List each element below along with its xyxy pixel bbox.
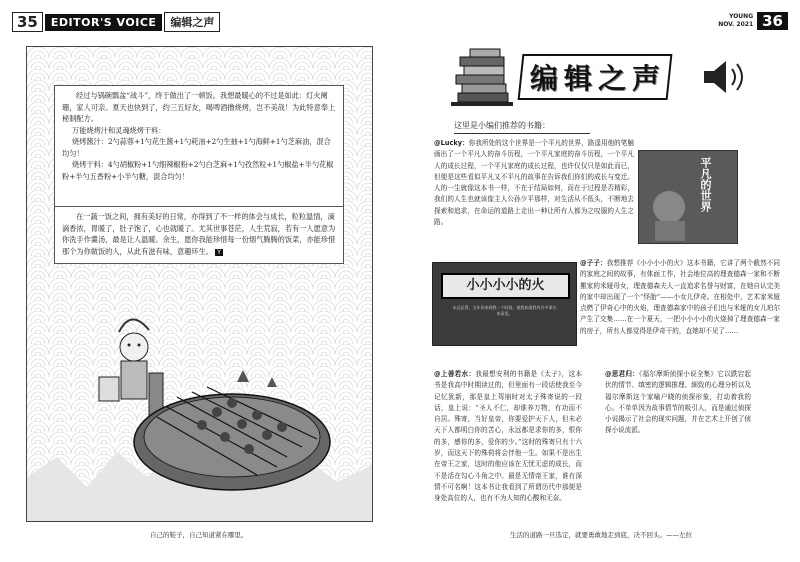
intro-underline <box>454 133 590 134</box>
recipe-intro: 经过与锅碗瓢盆“战斗”，终于做出了一顿饭。我想最暖心的不过是如此：灯火阑珊，家人可亲。夏天也快到了，约三五好友，喝啤酒撸烧烤，岂不美哉！为此特意奉上秘制配方。 <box>62 91 336 123</box>
review-text: 我最想安利的书籍是《太子》，这本书是我高中时期读过的，但里面有一段话使我至今记忆犹新，那是皇上驾崩时对太子殊寄说的一段话，皇上说：“圣人不仁，却谁养万物，有功而不自居。殊寄，当好皇帝，你要爱护天下人，但未必天下人都明白你的苦心，永远都是求你的多，恨你的多，感你的多，爱你的少。”这时的殊寄只有十六岁，而这天下的殊荷将会伴他一生。如果不是出生在帝王之家，这时的他应该在无忧无虑的成长，而不是活在勾心斗角之中。最是无情帝王家，谁有深情不可名啊！这本书让我看到了所谓历代中那便是身处高位的人，也有不为人知的心酸和无奈。 <box>434 370 582 503</box>
recipe-dry-mix: 烧烤干料：4勺胡椒粉+1勺细辣椒粉+2勺白芝麻+1勺孜然粒+1勺椒盐+半勺花椒粉+半勺五香粉+小半勺糖，混合均匀！ <box>62 160 334 181</box>
fire-book-subtitle: 永远记得，当年你来到我一个时间，使我知道我有许多事应来看见。 <box>452 305 557 316</box>
left-footer-quote: 自己的鞋子，自己知道紧在哪里。 <box>150 531 248 539</box>
review-author: @思君归： <box>605 370 639 378</box>
review-lucky <box>434 138 634 228</box>
review-shangshan <box>434 369 582 505</box>
right-footer-quote: 生活的道路一旦选定，就要勇敢地走到底，决不回头。——左拉 <box>510 531 692 539</box>
review-text: 我想推荐《小小小小的火》这本书籍，它讲了两个截然不同的家庭之间的故事，有体面工作，社会地位高的理查德森一家和不断搬家的米娅母女，理查德森夫人一直追求名誉与财富，在她自认完美的家中却出现了一个“怪胎”——小女儿伊奇。在相处中，艺术家米娅点燃了伊奇心中的火焰，理查德森家中的孩子们也与米娅的女儿珀尔产生了交集……在一个夏天，一把小小小小的火烧掉了理查德森一家的房子，所有人都觉得是伊奇干的，直她却不见了…… <box>580 259 781 335</box>
section-title-en: EDITOR'S VOICE <box>45 14 163 31</box>
right-page <box>400 0 800 562</box>
left-header <box>12 12 220 32</box>
book-cover-little-fires <box>432 262 577 346</box>
recipe-box <box>54 85 344 221</box>
review-zizi <box>580 258 780 337</box>
speaker-icon <box>700 58 750 96</box>
page-number-left: 35 <box>12 12 43 32</box>
reflection-box <box>54 206 344 264</box>
recipe-sauce: 烧烤酱汁：2勺蒜蓉+1勺花生酱+1勺耗油+2勺生抽+1勺海鲜+1勺芝麻油，混合均匀！ <box>62 137 331 158</box>
content-frame <box>26 46 373 522</box>
magazine-name: YOUNG <box>729 13 754 20</box>
mascot-figure <box>99 319 163 417</box>
review-author: @上善若水： <box>434 370 476 378</box>
review-text: 你我所处的这个世界是一个平凡的世界，路遥用他的笔触画出了一个平凡人的奋斗历程，一个平凡家庭的奋斗历程，一个平凡人的成长过程，一个平凡家庭的成长过程，也许仅仅只是如此而已，但便是这些看似平凡又不平凡的故事在告诉我们你们的成长与变迁。人的一生就像这本书一样，不在于结局如何，而在于过程是否精彩，我们的人生也就该像主人公孙少平那样，对生活从不低头，不断地去探索和追求，在命运的道路上走出一种让所有人都为之叹服的人生之路。 <box>434 139 634 227</box>
review-text: 《福尔摩斯侦探小说全集》它以跌宕起伏的情节、缜密的逻辑推理、細致的心理分析以及福尔摩斯这个家喻户晓的侦探形象，打动着我的心。不单单因为故事情节的吸引人，而是通过侦探小说揭示了社会的现实问题，并在艺术上开创了侦探小说流派。 <box>605 370 752 435</box>
page-number-right: 36 <box>757 12 788 30</box>
reflection-badge: Y <box>217 248 221 256</box>
reflection-text: 在一蔬一饭之间，拥有美好的日常，亦得到了不一样的体会与成长，粒粒温情，滴滴香浓，胃暖了，肚子饱了，心也就暖了。尤其世事苍茫，人生荒寂，若有一人愿意为你洗手作羹汤，最是让人温暖。余生，愿你我能珍惜每一份烟气腾腾的饭菜，亦能珍惜那个为你做饭的人，从此有滋有味，意趣环生。 <box>62 212 336 256</box>
review-author: @Lucky： <box>434 139 469 147</box>
review-sijungui <box>605 369 751 437</box>
section-title-cn: 编辑之声 <box>164 12 220 32</box>
review-author: @子子： <box>580 259 607 267</box>
issue-label <box>718 13 753 29</box>
fire-book-title: 小小小小的火 <box>441 273 570 299</box>
recipe-heading: 万能烧烤汁和灵魂烧烤干料： <box>72 125 166 135</box>
right-header <box>718 12 788 30</box>
recommend-intro: 这里是小编们推荐的书籍： <box>454 121 550 130</box>
book-cover-ordinary-world <box>638 150 738 244</box>
issue-date: NOV. 2021 <box>718 21 754 28</box>
page-title: 编辑之声 <box>530 62 667 95</box>
book-cover-title: 平凡的世界 <box>699 157 712 212</box>
